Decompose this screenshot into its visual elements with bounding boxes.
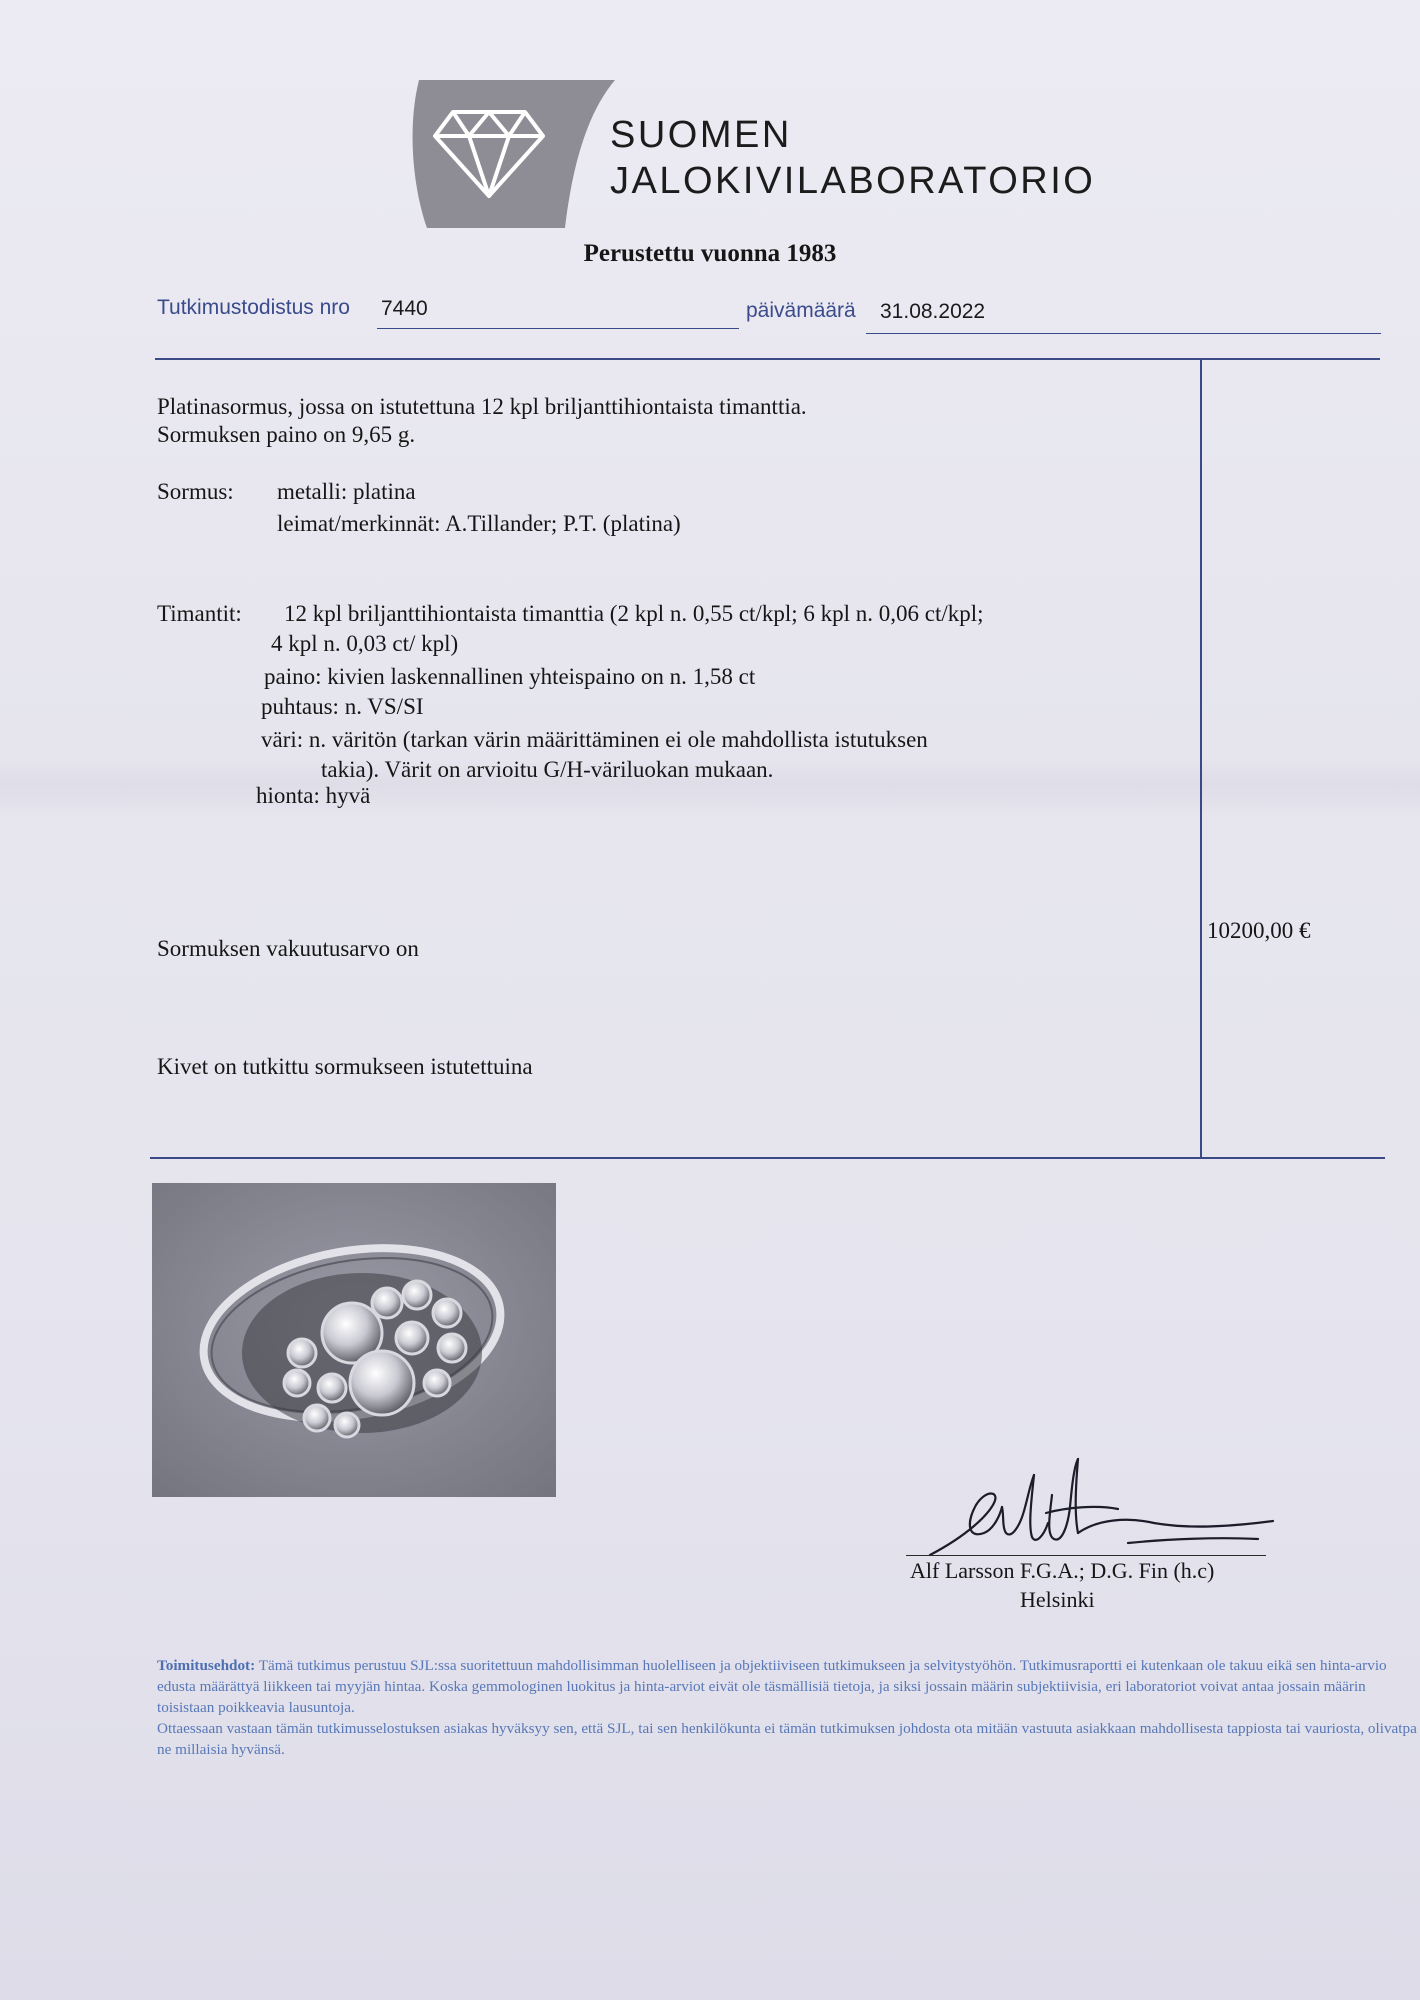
signature-line — [906, 1555, 1266, 1556]
ring-image-icon — [152, 1183, 556, 1497]
description-line-2: Sormuksen paino on 9,65 g. — [157, 422, 416, 447]
ring-photo — [152, 1183, 556, 1497]
table-top-rule — [155, 358, 1380, 360]
diamonds-clarity: puhtaus: n. VS/SI — [261, 694, 424, 719]
signature — [928, 1455, 1288, 1570]
terms-block — [157, 1655, 1417, 1760]
note-text: Kivet on tutkittu sormukseen istutettuina — [157, 1054, 533, 1079]
number-underline — [377, 328, 739, 329]
diamonds-cut: hionta: hyvä — [256, 783, 371, 808]
certificate-number-label: Tutkimustodistus nro — [157, 296, 350, 319]
diamond-logo-icon — [405, 78, 615, 228]
founded-line: Perustettu vuonna 1983 — [583, 240, 837, 267]
ring-marks: leimat/merkinnät: A.Tillander; P.T. (platina) — [277, 511, 681, 536]
handwritten-signature-icon — [928, 1455, 1288, 1565]
brand-name — [610, 112, 1095, 204]
valuation-label: Sormuksen vakuutusarvo on — [157, 936, 419, 961]
certificate-date: 31.08.2022 — [880, 300, 986, 323]
table-column-divider — [1200, 360, 1202, 1158]
diamonds-line-2: 4 kpl n. 0,03 ct/ kpl) — [271, 631, 459, 656]
logo — [405, 78, 615, 228]
diamonds-line-1: 12 kpl briljanttihiontaista timanttia (2 kpl n. 0,55 ct/kpl; 6 kpl n. 0,06 ct/kpl; — [284, 601, 984, 626]
diamonds-label: Timantit: — [157, 601, 242, 626]
terms-text-2: Ottaessaan vastaan tämän tutkimusselostuksen asiakas hyväksyy sen, että SJL, tai sen henkilökunta ei tämän tutkimuksen johdosta ota mitään vastuuta asiakkaan mahdollisesta tappiosta tai vauriosta, olivatpa ne millaisia hyvänsä. — [157, 1720, 1417, 1758]
brand-line-1: SUOMEN — [610, 114, 792, 156]
diamonds-weight: paino: kivien laskennallinen yhteispaino on n. 1,58 ct — [264, 664, 756, 689]
signatory-city: Helsinki — [1020, 1587, 1095, 1612]
valuation-amount: 10200,00 € — [1207, 918, 1311, 943]
diamonds-color-line-2: takia). Värit on arvioitu G/H-väriluokan mukaan. — [321, 757, 774, 782]
certificate-number: 7440 — [381, 297, 428, 320]
signatory-name: Alf Larsson F.G.A.; D.G. Fin (h.c) — [910, 1558, 1215, 1583]
description-line-1: Platinasormus, jossa on istutettuna 12 kpl briljanttihiontaista timanttia. — [157, 394, 807, 419]
date-label: päivämäärä — [746, 299, 856, 322]
ring-metal: metalli: platina — [277, 479, 416, 504]
ring-label: Sormus: — [157, 479, 234, 504]
diamonds-color-line-1: väri: n. väritön (tarkan värin määrittäminen ei ole mahdollista istutuksen — [261, 727, 928, 752]
terms-text-1: Tämä tutkimus perustuu SJL:ssa suoritettuun mahdollisimman huolelliseen ja objektiiviseen tutkimukseen ja selvitystyöhön. Tutkimusraportti ei kutenkaan ole takuu eikä sen hinta-arvio edusta määrättyä liikkeen tai myyjän hintaa. Koska gemmologinen luokitus ja hinta-arviot eivät ole täsmällisiä tietoja, ja siksi jossain määrin subjektiivisia, eri laboratoriot voivat antaa jossain määrin toisistaan poikkeavia lausuntoja. — [157, 1657, 1387, 1716]
terms-paragraph-1 — [157, 1655, 1417, 1718]
date-underline — [866, 333, 1381, 334]
terms-title: Toimitusehdot: — [157, 1657, 256, 1674]
table-bottom-rule — [150, 1157, 1385, 1159]
brand-line-2: JALOKIVILABORATORIO — [610, 160, 1096, 202]
